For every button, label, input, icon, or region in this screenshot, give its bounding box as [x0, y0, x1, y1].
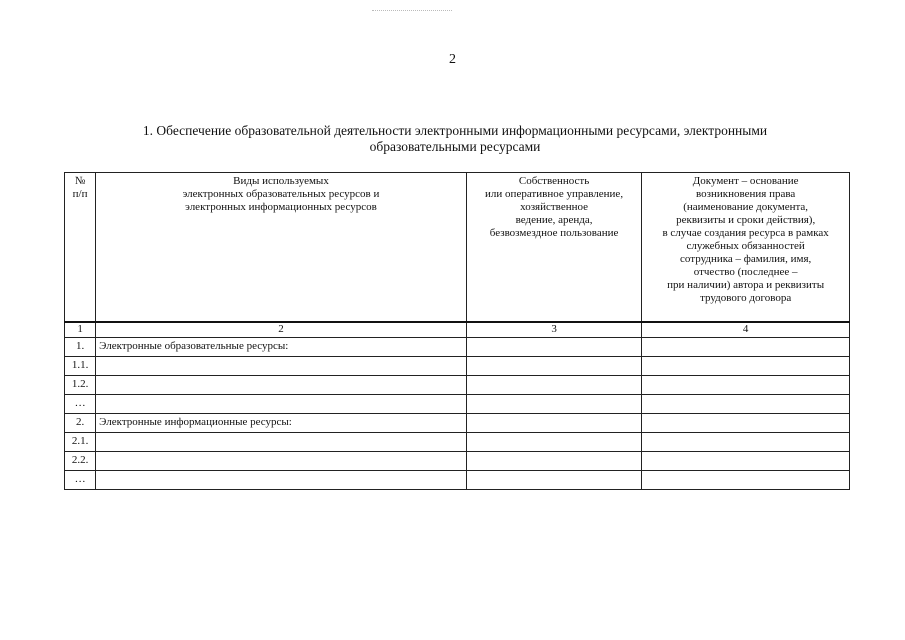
header-line: Собственность — [518, 175, 590, 187]
section-heading-line-2: образовательными ресурсами — [369, 139, 541, 154]
header-line: п/п — [72, 188, 88, 200]
ownership-cell — [466, 356, 641, 375]
header-line: или оперативное управление, — [485, 188, 624, 200]
table-row — [65, 337, 850, 356]
table-row — [65, 451, 850, 470]
row-number-cell: 2.2. — [65, 451, 96, 470]
header-line: электронных образовательных ресурсов и — [182, 188, 380, 200]
scan-artifact — [372, 10, 452, 15]
row-number-cell: 1. — [65, 337, 96, 356]
resource-kind-cell — [96, 375, 467, 394]
resource-kind-cell — [96, 470, 467, 489]
document-cell — [642, 470, 850, 489]
column-number: 2 — [96, 322, 467, 338]
page-number: 2 — [449, 52, 456, 67]
row-number-cell: … — [65, 394, 96, 413]
header-line: хозяйственное — [520, 201, 588, 213]
header-line: ведение, аренда, — [515, 214, 593, 226]
header-ownership — [466, 173, 641, 322]
header-line: трудового договора — [700, 292, 792, 304]
ownership-cell — [466, 451, 641, 470]
table-row — [65, 375, 850, 394]
table-row — [65, 432, 850, 451]
header-document — [642, 173, 850, 322]
row-number-cell: 1.1. — [65, 356, 96, 375]
document-cell — [642, 356, 850, 375]
column-number: 1 — [65, 322, 96, 338]
row-number-cell: 2. — [65, 413, 96, 432]
header-line: реквизиты и сроки действия), — [676, 214, 816, 226]
resource-kind-cell: Электронные информационные ресурсы: — [96, 413, 467, 432]
header-line: № — [74, 175, 86, 187]
document-cell — [642, 432, 850, 451]
header-line: безвозмездное пользование — [489, 227, 619, 239]
document-cell — [642, 375, 850, 394]
header-line: служебных обязанностей — [686, 240, 805, 252]
header-line: в случае создания ресурса в рамках — [662, 227, 829, 239]
ownership-cell — [466, 413, 641, 432]
resource-kind-cell: Электронные образовательные ресурсы: — [96, 337, 467, 356]
document-cell — [642, 337, 850, 356]
header-kind — [96, 173, 467, 322]
column-number: 4 — [642, 322, 850, 338]
resources-table — [64, 172, 850, 490]
resource-kind-cell — [96, 356, 467, 375]
table-header-row — [65, 173, 850, 322]
ownership-cell — [466, 337, 641, 356]
ownership-cell — [466, 470, 641, 489]
header-line: электронных информационных ресурсов — [185, 201, 377, 213]
resource-kind-cell — [96, 451, 467, 470]
ownership-cell — [466, 432, 641, 451]
resource-kind-cell — [96, 432, 467, 451]
ownership-cell — [466, 375, 641, 394]
resource-kind-cell — [96, 394, 467, 413]
header-line: Виды используемых — [233, 175, 329, 187]
header-line: при наличии) автора и реквизиты — [667, 279, 825, 291]
header-line: (наименование документа, — [683, 201, 809, 213]
header-line: отчество (последнее – — [693, 266, 798, 278]
table-row — [65, 413, 850, 432]
row-number-cell: … — [65, 470, 96, 489]
column-number-row — [65, 322, 850, 338]
table-row — [65, 394, 850, 413]
header-no — [65, 173, 96, 322]
table-row — [65, 356, 850, 375]
row-number-cell: 1.2. — [65, 375, 96, 394]
section-heading-line-1: 1. Обеспечение образовательной деятельности электронными информационными ресурсами, электронными — [142, 123, 768, 138]
header-line: сотрудника – фамилия, имя, — [680, 253, 812, 265]
table-row — [65, 470, 850, 489]
document-cell — [642, 394, 850, 413]
document-cell — [642, 451, 850, 470]
ownership-cell — [466, 394, 641, 413]
section-heading — [60, 123, 850, 155]
row-number-cell: 2.1. — [65, 432, 96, 451]
header-line: возникновения права — [696, 188, 796, 200]
column-number: 3 — [466, 322, 641, 338]
document-cell — [642, 413, 850, 432]
header-line: Документ – основание — [692, 175, 799, 187]
